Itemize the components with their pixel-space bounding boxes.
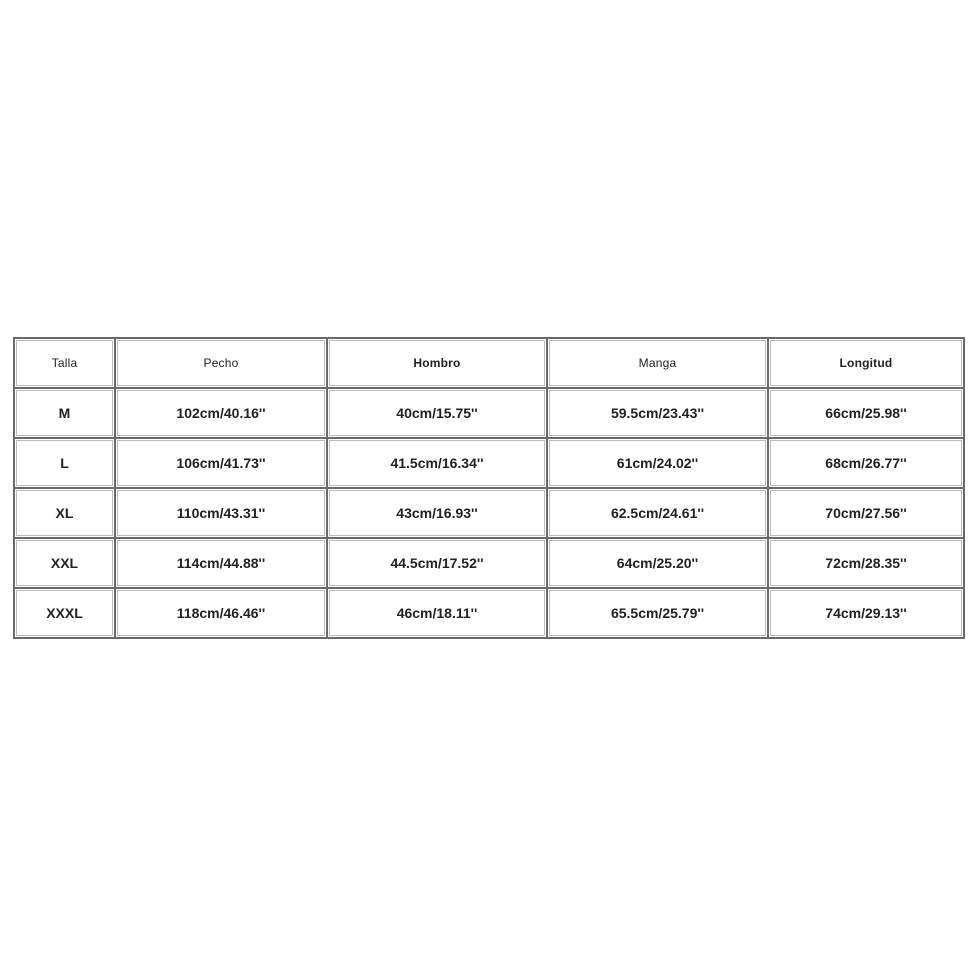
hombro-cell: 43cm/16.93'' <box>327 488 547 538</box>
manga-cell: 61cm/24.02'' <box>547 438 768 488</box>
table-row <box>14 388 964 438</box>
pecho-cell: 106cm/41.73'' <box>115 438 327 488</box>
header-longitud: Longitud <box>768 338 964 388</box>
size-cell: XL <box>14 488 115 538</box>
size-cell: XXL <box>14 538 115 588</box>
manga-cell: 65.5cm/25.79'' <box>547 588 768 638</box>
manga-cell: 64cm/25.20'' <box>547 538 768 588</box>
table-row <box>14 438 964 488</box>
size-cell: XXXL <box>14 588 115 638</box>
longitud-cell: 66cm/25.98'' <box>768 388 964 438</box>
table-row <box>14 488 964 538</box>
hombro-cell: 46cm/18.11'' <box>327 588 547 638</box>
manga-cell: 62.5cm/24.61'' <box>547 488 768 538</box>
pecho-cell: 110cm/43.31'' <box>115 488 327 538</box>
longitud-cell: 72cm/28.35'' <box>768 538 964 588</box>
header-pecho: Pecho <box>115 338 327 388</box>
longitud-cell: 70cm/27.56'' <box>768 488 964 538</box>
table-row <box>14 588 964 638</box>
header-hombro: Hombro <box>327 338 547 388</box>
table-header-row <box>14 338 964 388</box>
hombro-cell: 41.5cm/16.34'' <box>327 438 547 488</box>
longitud-cell: 74cm/29.13'' <box>768 588 964 638</box>
pecho-cell: 114cm/44.88'' <box>115 538 327 588</box>
header-talla: Talla <box>14 338 115 388</box>
pecho-cell: 102cm/40.16'' <box>115 388 327 438</box>
size-cell: M <box>14 388 115 438</box>
hombro-cell: 44.5cm/17.52'' <box>327 538 547 588</box>
size-chart-table <box>13 337 965 639</box>
size-cell: L <box>14 438 115 488</box>
header-manga: Manga <box>547 338 768 388</box>
pecho-cell: 118cm/46.46'' <box>115 588 327 638</box>
manga-cell: 59.5cm/23.43'' <box>547 388 768 438</box>
longitud-cell: 68cm/26.77'' <box>768 438 964 488</box>
hombro-cell: 40cm/15.75'' <box>327 388 547 438</box>
table-row <box>14 538 964 588</box>
